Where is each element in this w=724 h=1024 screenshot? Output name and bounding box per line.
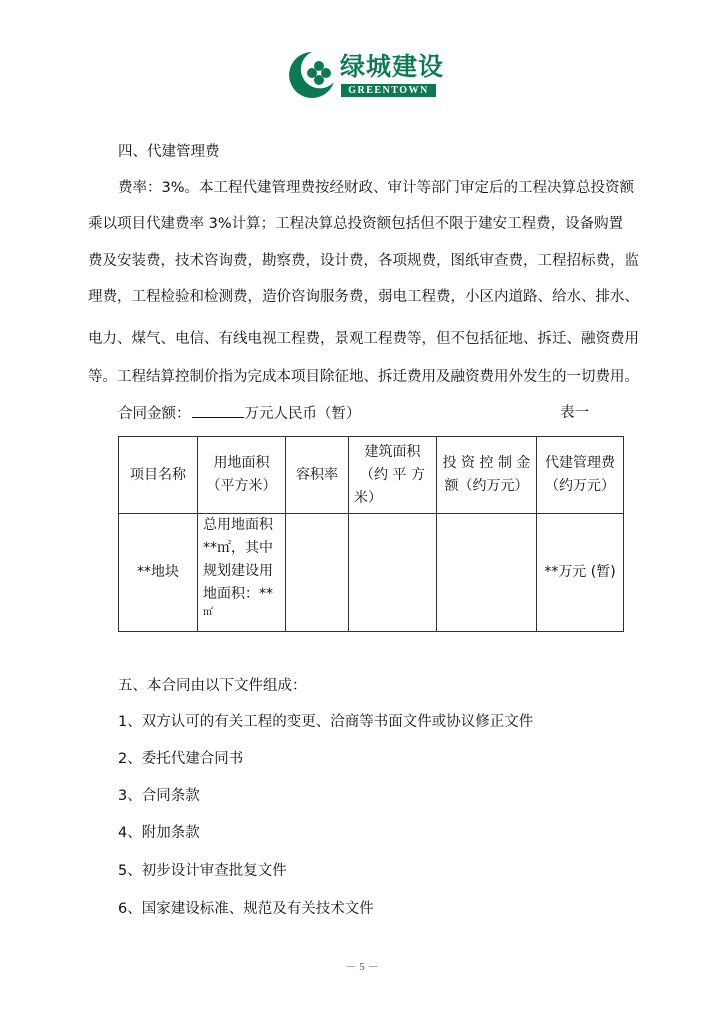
- fee-table: [118, 436, 624, 632]
- brand-name-en: GREENTOWN: [341, 84, 436, 97]
- cell-land-area-l5: ㎡: [203, 607, 213, 618]
- header-land-area-l2: （平方米）: [206, 478, 277, 494]
- header-investment: [437, 437, 537, 514]
- header-management-fee-l2: （约万元）: [545, 478, 615, 494]
- cell-management-fee: **万元 (暂): [537, 514, 624, 632]
- list-item: 2、委托代建合同书: [118, 751, 244, 767]
- list-item: 1、双方认可的有关工程的变更、洽商等书面文件或协议修正文件: [118, 714, 534, 730]
- section4-para-line: 等。工程结算控制价指为完成本项目除征地、拆迁费用及融资费用外发生的一切费用。: [88, 369, 639, 385]
- header-investment-l1: 投 资 控 制 金: [442, 455, 531, 471]
- section4-para-line: 费率：3%。本工程代建管理费按经财政、审计等部门审定后的工程决算总投资额: [118, 180, 635, 196]
- cell-land-area-l4: 地面积：**: [203, 586, 273, 602]
- cell-land-area-l3: 规划建设用: [203, 563, 273, 579]
- cell-land-area: [198, 514, 286, 632]
- cell-investment: [437, 514, 537, 632]
- cell-far: [286, 514, 349, 632]
- header-building-area: [349, 437, 437, 514]
- header-building-area-l3: 米）: [354, 489, 382, 506]
- cell-land-area-l1: 总用地面积: [203, 517, 273, 533]
- table-header-row: [119, 437, 624, 514]
- header-management-fee: [537, 437, 624, 514]
- section4-para-line: 理费，工程检验和检测费，造价咨询服务费，弱电工程费，小区内道路、给水、排水、: [88, 289, 639, 305]
- table-row: [119, 514, 624, 632]
- brand-name-cn: 绿城建设: [340, 52, 445, 81]
- list-item: 5、初步设计审查批复文件: [118, 863, 287, 879]
- contract-amount-label: 合同金额：: [118, 406, 191, 422]
- header-land-area: [198, 437, 286, 514]
- header-management-fee-l1: 代建管理费: [545, 455, 615, 471]
- greentown-logo: [288, 50, 445, 100]
- section4-para-line: 乘以项目代建费率 3%计算；工程决算总投资额包括但不限于建安工程费，设备购置: [88, 216, 624, 232]
- list-item: 4、附加条款: [118, 825, 200, 841]
- list-item: 3、合同条款: [118, 788, 200, 804]
- contract-amount-suffix: 万元人民币（暂）: [244, 406, 361, 422]
- header-land-area-l1: 用地面积: [213, 455, 270, 471]
- list-item: 6、国家建设标准、规范及有关技术文件: [118, 901, 374, 917]
- contract-amount-line: [118, 403, 678, 424]
- cell-project-name: **地块: [119, 514, 198, 632]
- header-building-area-l1: 建筑面积: [364, 443, 421, 460]
- cell-building-area: [349, 514, 437, 632]
- page-number: － 5 －: [345, 961, 379, 973]
- section4-para-line: 费及安装费，技术咨询费，勘察费，设计费，各项规费，图纸审查费，工程招标费，监: [88, 253, 639, 269]
- contract-amount-blank: [192, 403, 244, 418]
- header-project-name: 项目名称: [119, 437, 198, 514]
- cell-land-area-l2: **㎡，其中: [203, 540, 273, 556]
- section4-heading: 四、代建管理费: [118, 144, 220, 160]
- header-far: 容积率: [286, 437, 349, 514]
- header-building-area-l2: （约 平 方: [360, 466, 425, 483]
- section4-para-line: 电力、煤气、电信、有线电视工程费，景观工程费等，但不包括征地、拆迁、融资费用: [88, 331, 639, 347]
- section5-heading: 五、本合同由以下文件组成：: [118, 678, 307, 694]
- clover-crescent-logo-icon: [288, 50, 336, 100]
- header-investment-l2: 额（约万元）: [444, 478, 529, 494]
- table-label: 表一: [560, 405, 589, 421]
